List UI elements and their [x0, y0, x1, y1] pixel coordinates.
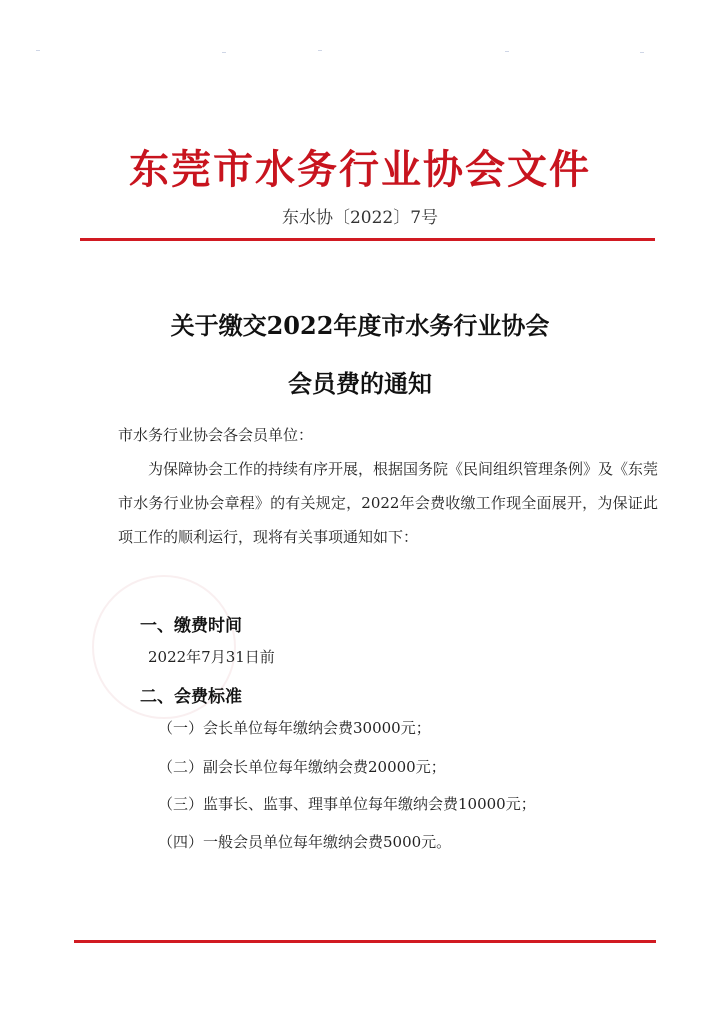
payment-deadline: 2022年7月31日前 — [148, 648, 275, 666]
fee-item: （四）一般会员单位每年缴纳会费5000元。 — [158, 833, 452, 851]
scan-speck — [222, 52, 226, 53]
salutation: 市水务行业协会各会员单位： — [118, 426, 314, 444]
scan-speck — [36, 50, 40, 51]
notice-title-line1: 关于缴交2022年度市水务行业协会 — [170, 311, 550, 340]
scan-speck — [318, 50, 322, 51]
scan-speck — [640, 52, 644, 53]
letterhead-divider — [80, 238, 655, 241]
fee-item: （三）监事长、监事、理事单位每年缴纳会费10000元； — [158, 795, 536, 813]
section-heading-payment-time: 一、缴费时间 — [140, 616, 242, 636]
document-number: 东水协〔2022〕7号 — [281, 208, 439, 228]
footer-divider — [74, 940, 656, 943]
scan-speck — [505, 51, 509, 52]
notice-title-line2: 会员费的通知 — [288, 369, 432, 398]
fee-item: （二）副会长单位每年缴纳会费20000元； — [158, 758, 446, 776]
intro-paragraph: 为保障协会工作的持续有序开展，根据国务院《民间组织管理条例》及《东莞市水务行业协会章程》的有关规定，2022年会费收缴工作现全面展开，为保证此项工作的顺利运行，现将有关事项通知如下： — [118, 460, 659, 546]
section-heading-fee-standard: 二、会费标准 — [140, 687, 242, 707]
fee-item: （一）会长单位每年缴纳会费30000元； — [158, 719, 431, 737]
letterhead-title: 东莞市水务行业协会文件 — [129, 147, 591, 193]
